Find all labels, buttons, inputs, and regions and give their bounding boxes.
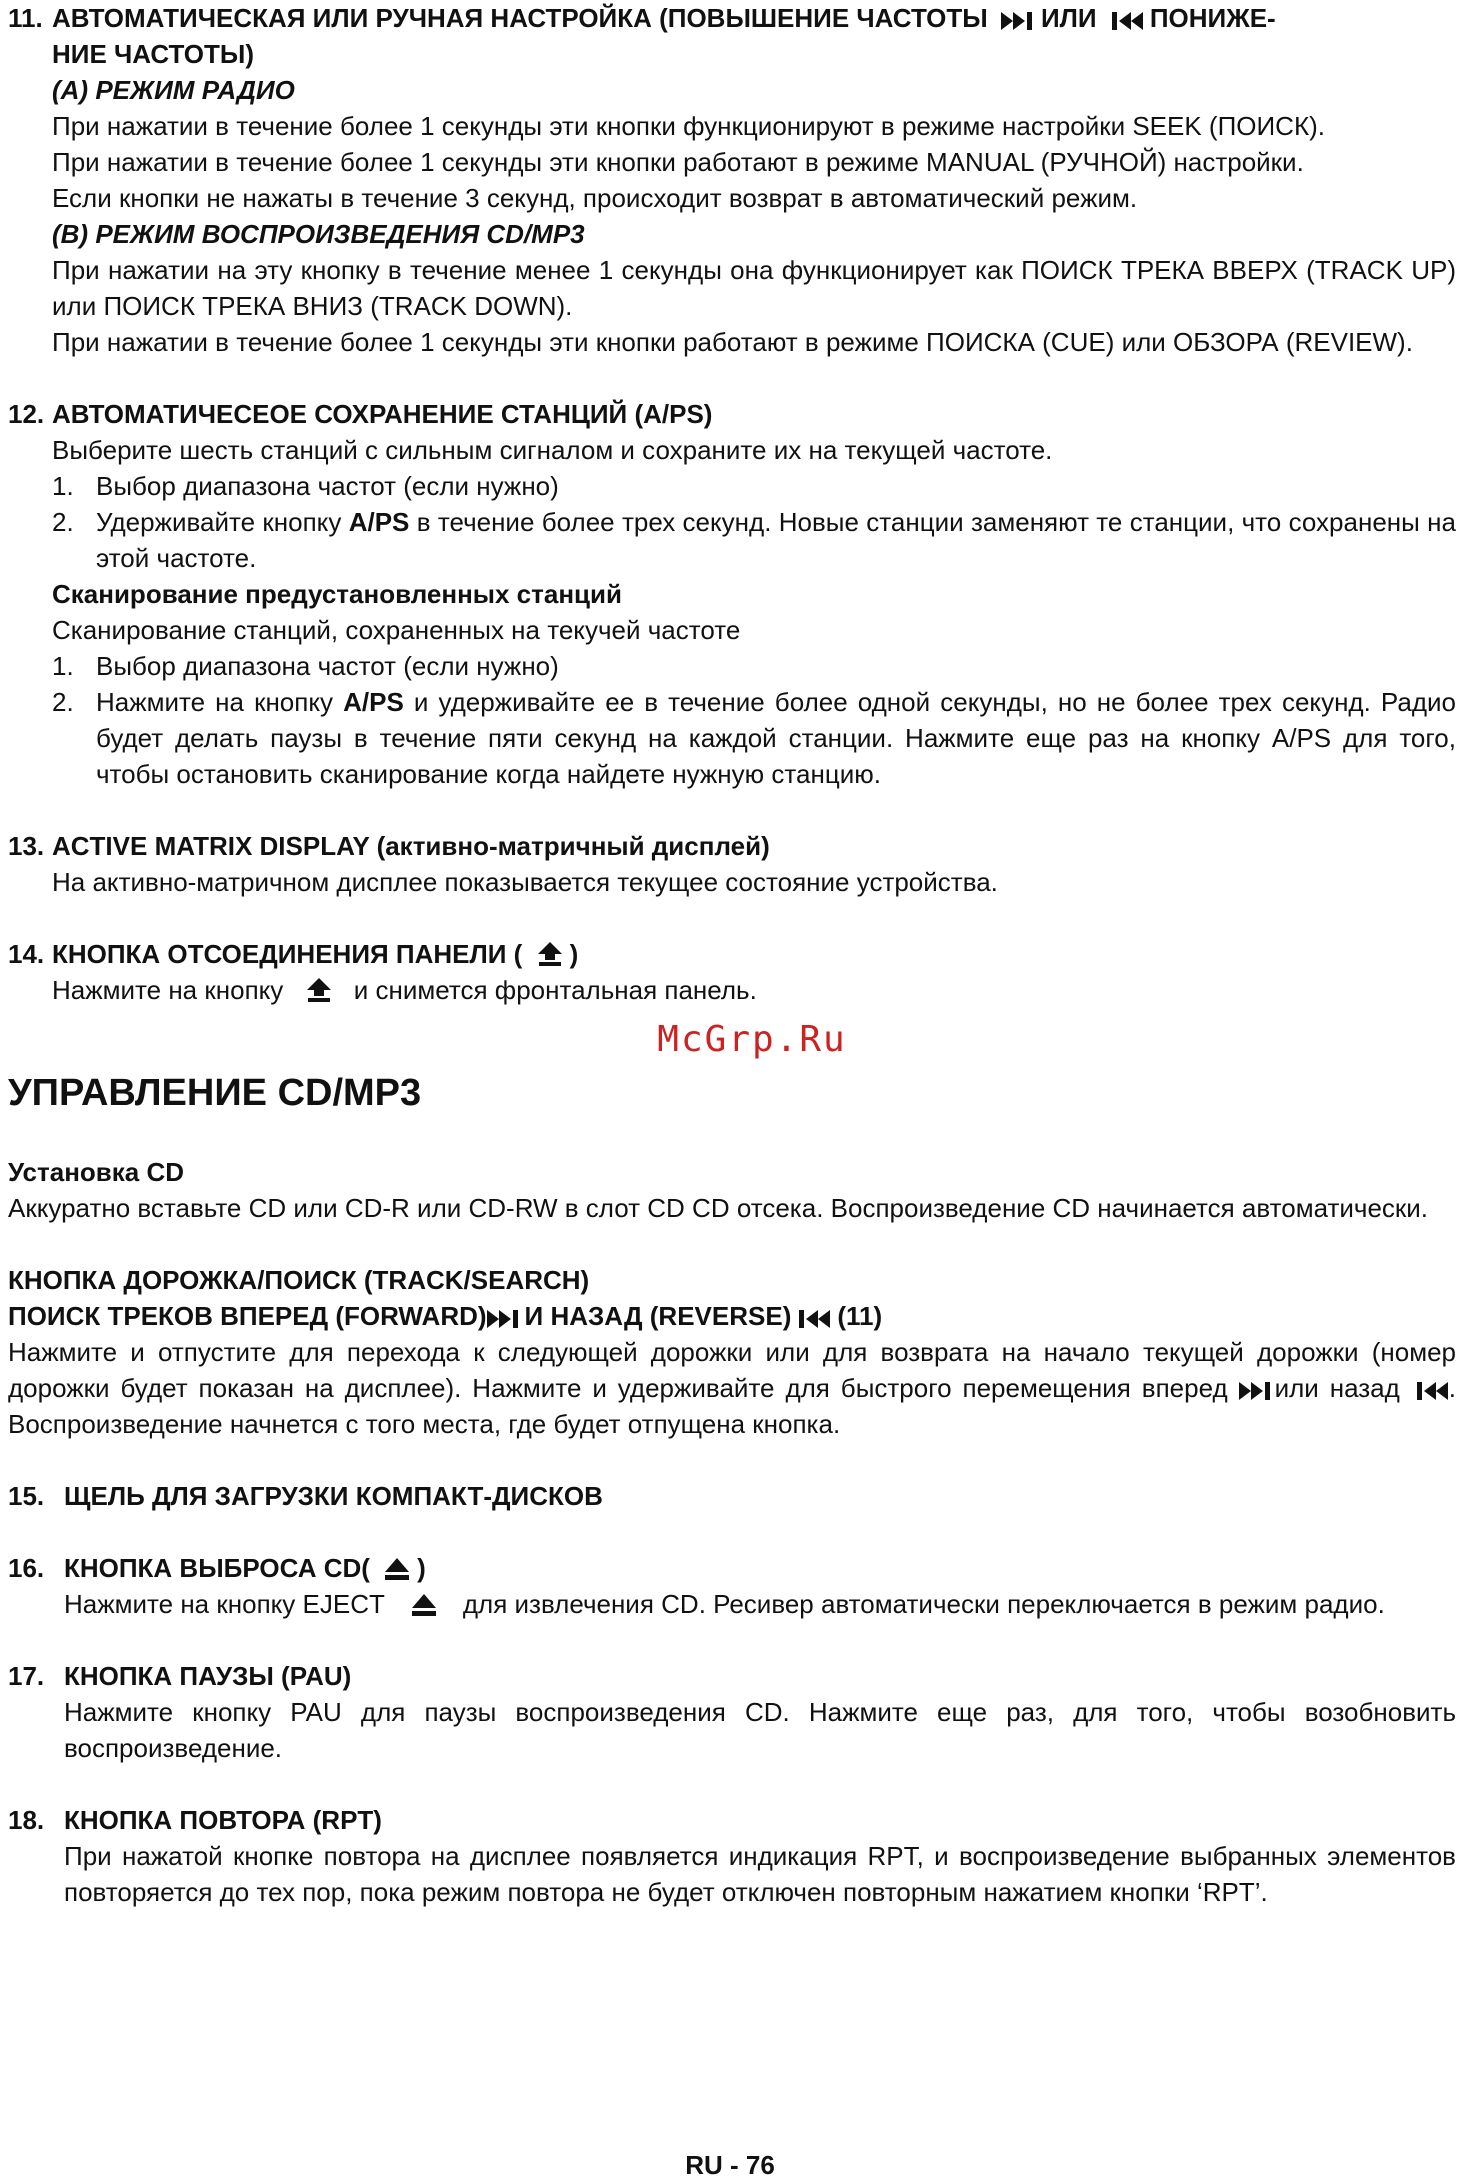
section-number: 18. [8, 1805, 45, 1835]
eject-icon [410, 1593, 438, 1617]
scan-presets-subheading: Сканирование предустановленных станций [52, 579, 622, 609]
aps-label: A/PS [343, 687, 404, 717]
radio-mode-subheading: (A) РЕЖИМ РАДИО [52, 75, 295, 105]
section-18-text: При нажатой кнопке повтора на дисплее появляется индикация RPT, и воспроизведение выбранных элементов повторяется до тех пор, пока режим повтора не будет отключен повторным нажатием кнопки ‘RPT’. [64, 1841, 1456, 1907]
scan-presets-intro: Сканирование станций, сохраненных на текучей частоте [52, 615, 741, 645]
section-16-heading: 16. КНОПКА ВЫБРОСА CD( ) [8, 1550, 1456, 1586]
section-12 [8, 396, 1456, 792]
track-search-title: КНОПКА ДОРОЖКА/ПОИСК (TRACK/SEARCH) [8, 1265, 590, 1295]
section-12-heading [8, 396, 1456, 432]
panel-detach-icon [536, 941, 564, 967]
section-number: 16. [8, 1553, 45, 1583]
section-number: 14. [8, 939, 45, 969]
manual-page [8, 0, 1456, 1910]
previous-track-icon [797, 1309, 831, 1329]
section-16 [8, 1550, 1456, 1622]
cd-mode-subheading: (B) РЕЖИМ ВОСПРОИЗВЕДЕНИЯ CD/MP3 [52, 219, 585, 249]
section-11 [8, 0, 1456, 360]
section-18-title: КНОПКА ПОВТОРА (RPT) [64, 1805, 382, 1835]
next-track-icon [1001, 11, 1035, 31]
section-number: 11. [8, 3, 43, 33]
section-16-title: КНОПКА ВЫБРОСА CD( [64, 1553, 370, 1583]
aps-label: A/PS [348, 507, 410, 537]
list-item: 2. Удерживайте кнопку A/PS в течение более трех секунд. Новые станции заменяют те станции, что сохранены на этой частоте. [52, 507, 1456, 573]
watermark: McGrp.Ru [657, 1019, 847, 1060]
section-12-intro: Выберите шесть станций с сильным сигналом и сохраните их на текущей частоте. [52, 435, 1053, 465]
next-track-icon [487, 1309, 521, 1329]
cd-install-text: Аккуратно вставьте CD или CD-R или CD-RW в слот CD CD отсека. Воспроизведение CD начинается автоматически. [8, 1193, 1429, 1223]
section-number: 12. [8, 399, 45, 429]
section-17-heading [8, 1658, 1456, 1694]
section-number: 13. [8, 831, 45, 861]
section-11-title-line2: НИЕ ЧАСТОТЫ) [52, 39, 255, 69]
section-number: 17. [8, 1661, 45, 1691]
cd-install-title: Установка CD [8, 1157, 185, 1187]
page-number: RU - 76 [685, 2150, 775, 2180]
section-13 [8, 828, 1456, 900]
next-track-icon [1239, 1381, 1273, 1401]
list-item: 2. Нажмите на кнопку A/PS и удерживайте ее в течение более одной секунды, но не более трех секунд. Радио будет делать паузы в течение пяти секунд на каждой станции. Нажмите еще раз на кнопку A/PS для того, чтобы остановить сканирование когда найдете нужную станцию. [52, 687, 1456, 789]
section-18-heading [8, 1802, 1456, 1838]
previous-track-icon [1110, 11, 1144, 31]
radio-mode-text-1: При нажатии в течение более 1 секунды эти кнопки функционируют в режиме настройки SEEK (ПОИСК). [52, 111, 1325, 141]
section-15-title: ЩЕЛЬ ДЛЯ ЗАГРУЗКИ КОМПАКТ-ДИСКОВ [64, 1481, 603, 1511]
section-11-title-or: ИЛИ [1040, 3, 1097, 33]
previous-track-icon [1415, 1381, 1449, 1401]
section-12-title: АВТОМАТИЧЕСЕОЕ СОХРАНЕНИЕ СТАНЦИЙ (A/PS) [52, 399, 713, 429]
section-14-title: КНОПКА ОТСОЕДИНЕНИЯ ПАНЕЛИ ( [52, 939, 523, 969]
eject-icon [383, 1557, 411, 1581]
section-11-title-part3: ПОНИЖЕ- [1149, 3, 1276, 33]
section-13-text: На активно-матричном дисплее показывается текущее состояние устройства. [52, 867, 998, 897]
section-13-title: ACTIVE MATRIX DISPLAY (активно-матричный дисплей) [52, 831, 770, 861]
panel-detach-icon [305, 977, 333, 1003]
radio-mode-text-3: Если кнопки не нажаты в течение 3 секунд, происходит возврат в автоматический режим. [52, 183, 1138, 213]
list-item: 1. Выбор диапазона частот (если нужно) [52, 471, 559, 501]
cd-mode-text-1: При нажатии на эту кнопку в течение менее 1 секунды она функционирует как ПОИСК ТРЕКА ВВЕРХ (TRACK UP) или ПОИСК ТРЕКА ВНИЗ (TRACK DOWN). [52, 255, 1456, 321]
cd-mp3-section [8, 1068, 1456, 1442]
cd-mode-text-2: При нажатии в течение более 1 секунды эти кнопки работают в режиме ПОИСКА (CUE) или ОБЗОРА (REVIEW). [52, 327, 1413, 357]
section-15-heading [8, 1478, 1456, 1514]
section-11-title-part1: АВТОМАТИЧЕСКАЯ ИЛИ РУЧНАЯ НАСТРОЙКА (ПОВЫШЕНИЕ ЧАСТОТЫ [52, 3, 988, 33]
section-17-title: КНОПКА ПАУЗЫ (PAU) [64, 1661, 352, 1691]
section-14-text: Нажмите на кнопку и снимется фронтальная панель. [52, 975, 757, 1005]
section-17-text: Нажмите кнопку PAU для паузы воспроизведения CD. Нажмите еще раз, для того, чтобы возобновить воспроизведение. [64, 1697, 1456, 1763]
section-14 [8, 936, 1456, 1008]
section-16-text: Нажмите на кнопку EJECT для извлечения CD. Ресивер автоматически переключается в режим радио. [64, 1589, 1385, 1619]
section-11-heading [8, 0, 1456, 36]
section-14-heading: 14. КНОПКА ОТСОЕДИНЕНИЯ ПАНЕЛИ ( ) [8, 936, 1456, 972]
radio-mode-text-2: При нажатии в течение более 1 секунды эти кнопки работают в режиме MANUAL (РУЧНОЙ) настройки. [52, 147, 1304, 177]
section-17 [8, 1658, 1456, 1766]
cd-mp3-heading: УПРАВЛЕНИЕ CD/MP3 [8, 1072, 422, 1114]
section-18 [8, 1802, 1456, 1910]
track-forward-reverse-title: ПОИСК ТРЕКОВ ВПЕРЕД (FORWARD) И НАЗАД (REVERSE) (11) [8, 1301, 883, 1331]
section-13-heading [8, 828, 1456, 864]
section-number: 15. [8, 1481, 45, 1511]
track-search-text: Нажмите и отпустите для перехода к следующей дорожки или для возврата на начало текущей дорожки (номер дорожки будет показан на дисплее). Нажмите и удерживайте для быстрого перемещения вперед или назад . Воспроизведение начнется с того места, где будет отпущена кнопка. [8, 1337, 1456, 1439]
list-item: 1. Выбор диапазона частот (если нужно) [52, 651, 559, 681]
